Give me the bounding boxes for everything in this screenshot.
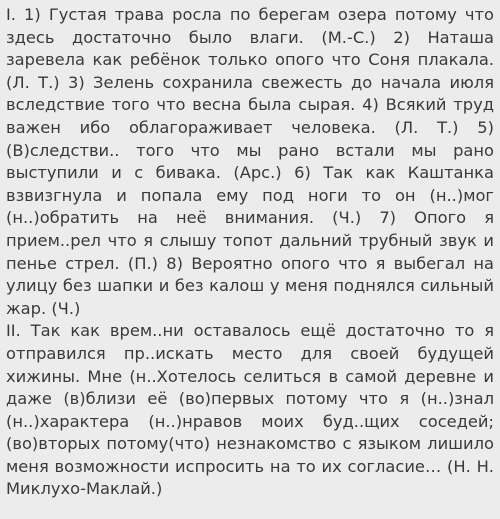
document-text [6,4,494,501]
paragraph-2: II. Так как врем..ни оставалось ещё достаточно то я отправился пр..искать место для своей будущей хижины. Мне (н..Хотелось селиться в самой деревне и даже (в)близи её (во)первых потому что я (н..)знал (н..)характера (н..)нравов моих буд..щих соседей; (во)вторых потому(что) незнакомство с языком лишило меня возможности испросить на то их согласие… (Н. Н. Миклухо-Маклай.) [6,321,494,499]
paragraph-1: I. 1) Густая трава росла по берегам озера потому что здесь достаточно было влаги. (М.-С.) 2) Наташа заревела как ребёнок только опого что Соня плакала. (Л. Т.) 3) Зелень сохранила свежесть до начала июля вследствие того что весна была сырая. 4) Всякий труд важен ибо облагораживает человека. (Л. Т.) 5) (В)следстви.. того что мы рано встали мы рано выступили и с бивака. (Арс.) 6) Так как Каштанка взвизгнула и попала ему под ноги то он (н..)мог (н..)обратить на неё внимания. (Ч.) 7) Опого я прием..рел что я слышу топот дальний трубный звук и пенье стрел. (П.) 8) Вероятно опого что я выбегал на улицу без шапки и без калош у меня поднялся сильный жар. (Ч.) [6,5,494,318]
